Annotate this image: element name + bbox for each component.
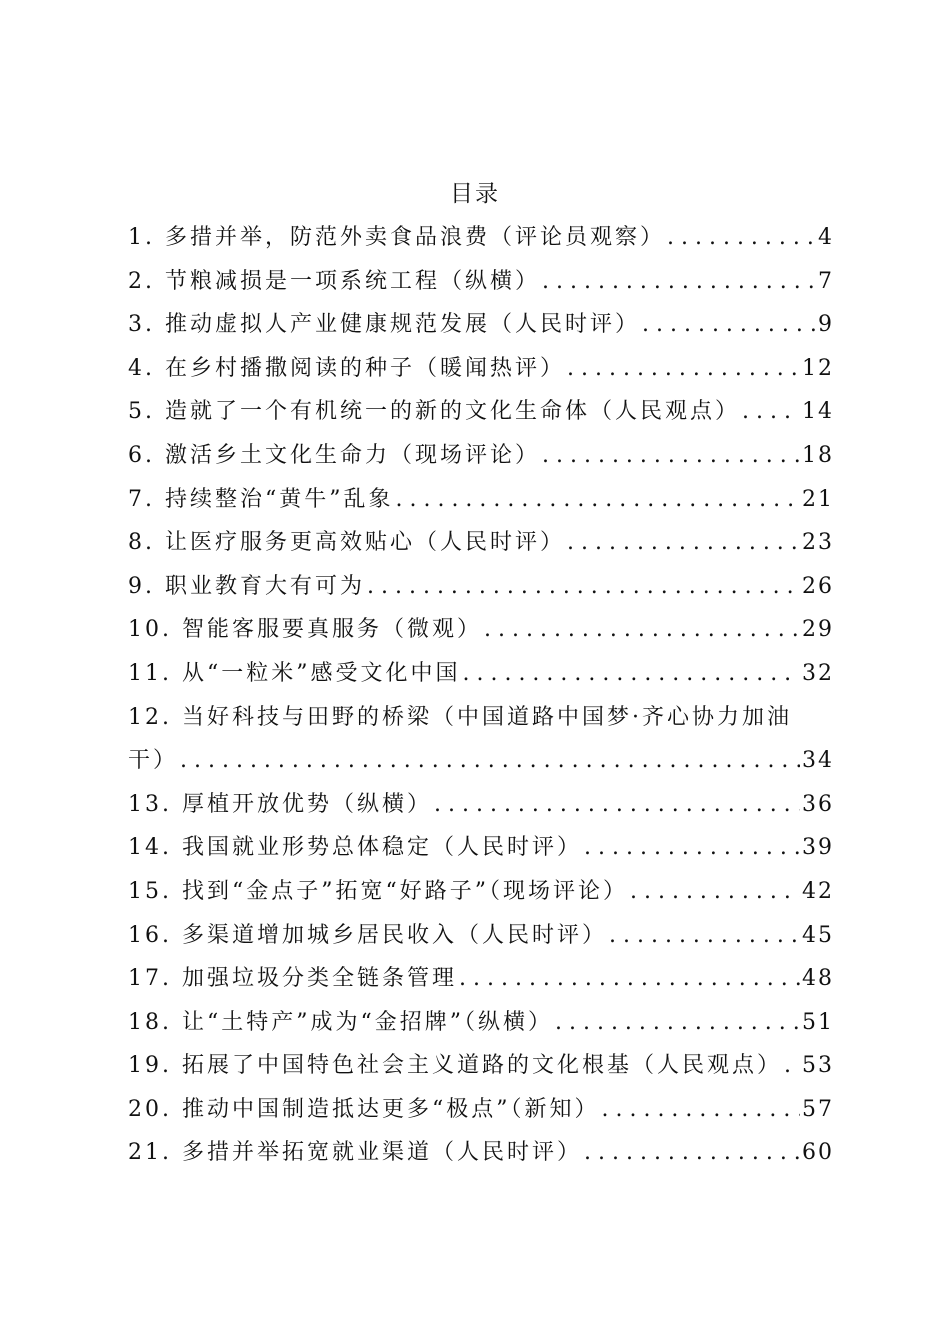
toc-entry-page: 60 xyxy=(802,1140,834,1166)
toc-entry-title: 在乡村播撒阅读的种子（暖闻热评） xyxy=(165,355,566,381)
toc-entry-number: 14. xyxy=(128,835,172,861)
toc-entry-20[interactable] xyxy=(128,1092,834,1136)
toc-entry-15[interactable] xyxy=(128,874,834,918)
toc-entry-title: 我国就业形势总体稳定（人民时评） xyxy=(182,835,583,861)
toc-entry-11[interactable] xyxy=(128,656,834,700)
toc-entry-title: 让医疗服务更高效贴心（人民时评） xyxy=(165,530,566,556)
dot-leader xyxy=(584,1140,800,1165)
toc-entry-number: 12. xyxy=(128,704,172,730)
toc-entry-number: 15. xyxy=(128,878,172,904)
toc-entry-page: 34 xyxy=(802,748,834,774)
dot-leader xyxy=(484,617,800,642)
toc-entry-18[interactable] xyxy=(128,1005,834,1049)
toc-entry-title: 多措并举，防范外卖食品浪费（评论员观察） xyxy=(165,225,666,250)
toc-entry-page: 21 xyxy=(802,486,834,512)
dot-leader xyxy=(180,748,800,773)
toc-entry-page: 12 xyxy=(802,355,834,381)
toc-entry-page: 23 xyxy=(802,530,834,556)
toc-entry-page: 42 xyxy=(802,878,834,904)
toc-entry-page: 36 xyxy=(802,791,834,817)
toc-entry-number: 20. xyxy=(128,1096,172,1122)
toc-entry-12-continued[interactable] xyxy=(128,743,834,787)
dot-leader xyxy=(584,835,800,860)
toc-entry-number: 17. xyxy=(128,966,172,992)
toc-entry-title: 持续整治“黄牛”乱象 xyxy=(165,486,394,512)
toc-entry-page: 7 xyxy=(818,268,834,294)
toc-entry-19[interactable] xyxy=(128,1048,834,1092)
toc-entry-title: 节粮减损是一项系统工程（纵横） xyxy=(165,268,541,294)
toc-entry-12[interactable] xyxy=(128,700,834,744)
toc-entry-page: 39 xyxy=(802,835,834,861)
toc-entry-title: 智能客服要真服务（微观） xyxy=(182,617,483,643)
toc-entry-number: 5. xyxy=(128,399,155,425)
toc-entry-16[interactable] xyxy=(128,918,834,962)
toc-entry-title: 多渠道增加城乡居民收入（人民时评） xyxy=(182,922,608,948)
dot-leader xyxy=(367,574,800,599)
dot-leader xyxy=(630,879,800,904)
toc-entry-page: 57 xyxy=(802,1096,834,1122)
dot-leader xyxy=(784,1053,800,1078)
toc-entry-page: 14 xyxy=(802,399,834,425)
toc-entry-number: 4. xyxy=(128,355,155,381)
dot-leader xyxy=(609,923,800,948)
dot-leader xyxy=(542,443,800,468)
toc-entry-7[interactable] xyxy=(128,482,834,526)
toc-entry-number: 16. xyxy=(128,922,172,948)
dot-leader xyxy=(667,225,816,250)
toc-entry-number: 2. xyxy=(128,268,155,294)
toc-entry-17[interactable] xyxy=(128,961,834,1005)
toc-entry-number: 19. xyxy=(128,1053,172,1079)
toc-entry-page: 53 xyxy=(802,1053,834,1079)
dot-leader xyxy=(555,1010,800,1035)
toc-entry-title-line1: 当好科技与田野的桥梁（中国道路中国梦·齐心协力加油 xyxy=(182,704,792,730)
toc-entry-number: 13. xyxy=(128,791,172,817)
toc-entry-page: 48 xyxy=(802,966,834,992)
toc-entry-number: 6. xyxy=(128,442,155,468)
toc-entry-page: 26 xyxy=(802,573,834,599)
toc-entry-1[interactable] xyxy=(128,220,834,264)
toc-entry-title: 加强垃圾分类全链条管理 xyxy=(182,966,458,992)
dot-leader xyxy=(602,1097,801,1122)
table-of-contents xyxy=(128,220,834,1179)
toc-entry-6[interactable] xyxy=(128,438,834,482)
toc-entry-title-line2: 干） xyxy=(128,748,179,774)
toc-entry-title: 找到“金点子”拓宽“好路子”（现场评论） xyxy=(182,878,628,904)
dot-leader xyxy=(463,661,801,686)
toc-entry-number: 9. xyxy=(128,573,155,599)
toc-entry-title: 拓展了中国特色社会主义道路的文化根基（人民观点） xyxy=(182,1053,783,1079)
toc-entry-page: 9 xyxy=(818,312,834,338)
toc-entry-5[interactable] xyxy=(128,394,834,438)
toc-entry-page: 45 xyxy=(802,922,834,948)
toc-entry-title: 多措并举拓宽就业渠道（人民时评） xyxy=(182,1140,583,1166)
toc-entry-number: 11. xyxy=(128,660,172,686)
dot-leader xyxy=(742,399,800,424)
toc-entry-title: 激活乡土文化生命力（现场评论） xyxy=(165,442,541,468)
toc-entry-10[interactable] xyxy=(128,612,834,656)
toc-entry-number: 21. xyxy=(128,1140,172,1166)
toc-entry-title: 厚植开放优势（纵横） xyxy=(182,791,433,817)
toc-entry-8[interactable] xyxy=(128,525,834,569)
toc-entry-2[interactable] xyxy=(128,264,834,308)
toc-entry-13[interactable] xyxy=(128,787,834,831)
toc-entry-number: 10. xyxy=(128,617,172,643)
toc-entry-9[interactable] xyxy=(128,569,834,613)
toc-entry-number: 1. xyxy=(128,225,155,250)
dot-leader xyxy=(396,487,801,512)
toc-entry-21[interactable] xyxy=(128,1135,834,1179)
toc-entry-number: 8. xyxy=(128,530,155,556)
toc-entry-page: 29 xyxy=(802,617,834,643)
toc-entry-title: 让“土特产”成为“金招牌”（纵横） xyxy=(182,1009,553,1035)
toc-heading: 目录 xyxy=(450,181,500,207)
toc-entry-number: 18. xyxy=(128,1009,172,1035)
toc-entry-page: 4 xyxy=(818,225,834,250)
toc-entry-title: 造就了一个有机统一的新的文化生命体（人民观点） xyxy=(165,399,741,425)
toc-entry-3[interactable] xyxy=(128,307,834,351)
toc-entry-page: 51 xyxy=(802,1009,834,1035)
toc-entry-title: 推动中国制造抵达更多“极点”（新知） xyxy=(182,1096,600,1122)
toc-entry-page: 32 xyxy=(802,660,834,686)
toc-entry-title: 推动虚拟人产业健康规范发展（人民时评） xyxy=(165,312,641,338)
toc-entry-4[interactable] xyxy=(128,351,834,395)
dot-leader xyxy=(567,530,800,555)
toc-entry-page: 18 xyxy=(802,442,834,468)
toc-entry-title: 从“一粒米”感受文化中国 xyxy=(182,660,461,686)
dot-leader xyxy=(542,269,816,294)
toc-entry-number: 3. xyxy=(128,312,155,338)
dot-leader xyxy=(567,356,800,381)
dot-leader xyxy=(642,312,816,337)
dot-leader xyxy=(459,966,800,991)
dot-leader xyxy=(434,792,800,817)
toc-entry-14[interactable] xyxy=(128,830,834,874)
toc-entry-title: 职业教育大有可为 xyxy=(165,573,366,599)
toc-entry-number: 7. xyxy=(128,486,155,512)
